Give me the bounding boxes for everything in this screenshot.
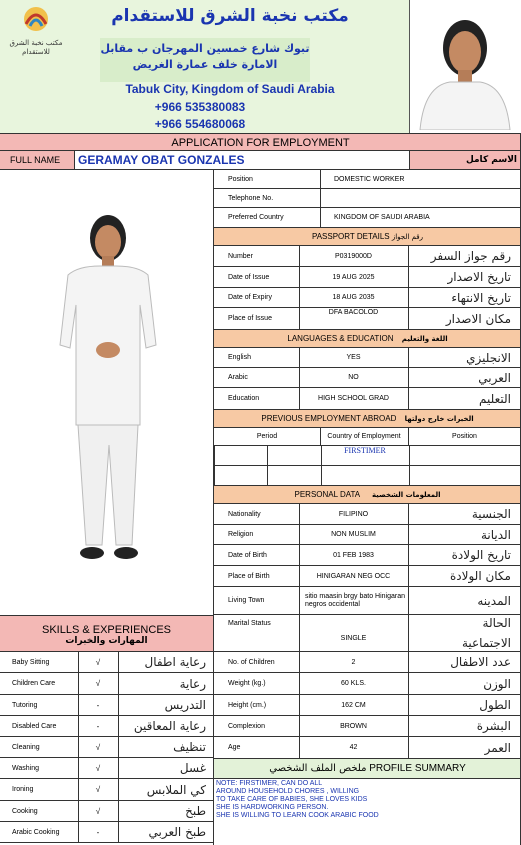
height-label-ar: الطول	[479, 698, 511, 712]
skill-row	[0, 758, 214, 779]
previous-employment-row-2	[214, 466, 521, 486]
expiry-date-value: 18 AUG 2035	[332, 294, 375, 301]
religion-label: Religion	[228, 531, 254, 538]
height-value: 162 CM	[341, 701, 366, 709]
languages-section-header	[214, 330, 521, 348]
position-value: DOMESTIC WORKER	[334, 175, 405, 183]
place-of-issue-label: Place of Issue	[228, 315, 272, 322]
personal-data-title: PERSONAL DATA	[294, 490, 360, 499]
english-label-ar: الانجليزي	[466, 350, 511, 365]
profile-note-line: SHE IS HARDWORKING PERSON.	[216, 804, 329, 811]
profile-note-line: TO TAKE CARE OF BABIES, SHE LOVES KIDS	[216, 796, 368, 803]
skills-title-ar: المهارات والخبرات	[65, 636, 148, 646]
personal-row-weight	[214, 673, 521, 695]
place-of-issue-label-ar: مكان الاصدار	[445, 311, 511, 326]
skill-label: Baby Sitting	[12, 658, 50, 666]
language-row-education	[214, 388, 521, 410]
skill-mark: √	[95, 679, 101, 688]
issue-date-label-ar: تاريخ الاصدار	[447, 270, 511, 284]
passport-section-header	[214, 228, 521, 246]
passport-number-label-ar: رقم جواز السفر	[430, 249, 511, 263]
date-of-birth-label-ar: تاريخ الولادة	[451, 548, 511, 562]
age-label-ar: العمر	[484, 740, 511, 755]
date-of-birth-label: Date of Birth	[228, 551, 267, 559]
skill-mark: √	[95, 763, 101, 773]
previous-employment-entry: FIRSTIMER	[344, 446, 386, 455]
previous-employment-row-1	[214, 446, 521, 466]
arabic-label-ar: العربي	[478, 370, 511, 385]
weight-label: Weight (kg.)	[228, 680, 266, 687]
preferred-country-value: KINGDOM OF SAUDI ARABIA	[334, 214, 430, 221]
skill-mark: -	[96, 700, 100, 710]
passport-row-expiry-date	[214, 288, 521, 308]
position-label: Position	[228, 175, 253, 183]
passport-row-place-of-issue	[214, 308, 521, 330]
info-row-telephone	[214, 189, 521, 208]
issue-date-value: 19 AUG 2025	[332, 273, 375, 281]
place-of-birth-value: HINIGARAN NEG OCC	[316, 572, 391, 580]
address-ar-line-1: تبوك شارع خمسين المهرجان ب مقابل	[100, 42, 310, 55]
agency-logo	[2, 4, 70, 56]
skill-label: Arabic Cooking	[12, 828, 60, 836]
issue-date-label: Date of Issue	[228, 273, 270, 281]
skill-row	[0, 822, 214, 843]
skill-mark: √	[95, 657, 101, 667]
personal-row-place-of-birth	[214, 566, 521, 587]
skill-label-ar: رعاية اطفال	[144, 655, 206, 669]
complexion-label-ar: البشرة	[476, 719, 511, 733]
complexion-label: Complexion	[228, 722, 265, 730]
country-column-header: Country of Employment	[327, 432, 401, 440]
previous-employment-title: PREVIOUS EMPLOYMENT ABROAD	[261, 414, 397, 423]
skill-row	[0, 737, 214, 758]
personal-row-nationality	[214, 504, 521, 525]
personal-row-age	[214, 737, 521, 759]
previous-employment-header	[214, 410, 521, 428]
skill-mark: √	[95, 742, 101, 752]
living-town-value: sitio maasin brgy bato Hinigaran negros occidental	[305, 592, 405, 608]
personal-row-living-town	[214, 587, 521, 615]
skill-label-ar: طبخ العربي	[148, 825, 206, 839]
agency-header	[0, 0, 409, 133]
profile-note-line: AROUND HOUSEHOLD CHORES , WILLING	[216, 788, 360, 795]
profile-summary-title-ar: ملخص الملف الشخصي	[269, 763, 367, 774]
address-ar-line-2: الامارة خلف عمارة الغريض	[132, 58, 278, 71]
skill-label: Cooking	[12, 807, 38, 815]
skill-label: Washing	[12, 764, 39, 772]
info-row-position	[214, 170, 521, 189]
personal-row-children	[214, 652, 521, 673]
skill-label-ar: طبخ	[185, 804, 206, 818]
age-value: 42	[349, 744, 358, 751]
full-name-value: GERAMAY OBAT GONZALES	[78, 153, 245, 167]
arabic-label: Arabic	[228, 374, 248, 381]
profile-summary-notes	[216, 780, 516, 820]
personal-row-marital-status	[214, 615, 521, 652]
skill-label: Cleaning	[12, 743, 40, 751]
weight-value: 60 KLS.	[341, 680, 366, 687]
skill-row	[0, 673, 214, 695]
personal-row-date-of-birth	[214, 545, 521, 566]
place-of-birth-label-ar: مكان الولادة	[449, 569, 511, 583]
religion-value: NON MUSLIM	[331, 531, 376, 538]
skill-row	[0, 801, 214, 822]
skill-row	[0, 716, 214, 737]
language-row-english	[214, 348, 521, 368]
skills-table	[0, 652, 214, 845]
place-of-issue-value: DFA BACOLOD	[328, 309, 379, 316]
applicant-headshot	[409, 0, 521, 133]
period-column-header: Period	[256, 433, 278, 440]
full-name-row	[0, 151, 521, 170]
agency-city: Tabuk City, Kingdom of Saudi Arabia	[125, 82, 335, 96]
arabic-value: NO	[348, 374, 359, 381]
agency-address-ar-block	[100, 38, 310, 82]
skill-label-ar: رعاية	[179, 676, 206, 691]
english-value: YES	[346, 354, 361, 361]
skill-label-ar: رعاية المعاقين	[133, 719, 206, 733]
skill-label-ar: غسل	[179, 761, 206, 775]
position-column-header: Position	[452, 433, 477, 440]
skills-title: SKILLS & EXPERIENCES	[42, 624, 171, 636]
info-row-preferred-country	[214, 208, 521, 228]
education-label: Education	[228, 395, 260, 402]
agency-title-ar: مكتب نخبة الشرق للاستقدام	[111, 6, 349, 26]
passport-title: PASSPORT DETAILS	[311, 232, 390, 241]
height-label: Height (cm.)	[228, 701, 267, 709]
skill-row	[0, 652, 214, 673]
children-label-ar: عدد الاطفال	[450, 655, 511, 669]
language-row-arabic	[214, 368, 521, 388]
skill-label: Ironing	[12, 786, 34, 793]
full-name-label: FULL NAME	[0, 151, 75, 169]
skill-label: Children Care	[12, 680, 56, 687]
date-of-birth-value: 01 FEB 1983	[333, 551, 374, 559]
skills-section-header	[0, 615, 214, 652]
previous-employment-columns	[214, 428, 521, 446]
expiry-date-label: Date of Expiry	[228, 294, 272, 301]
nationality-value: FILIPINO	[338, 510, 369, 518]
telephone-label: Telephone No.	[228, 194, 274, 202]
skill-row	[0, 695, 214, 716]
agency-phone-2: +966 554680068	[154, 117, 246, 131]
personal-row-religion	[214, 525, 521, 545]
profile-summary-title: PROFILE SUMMARY	[369, 763, 466, 774]
applicant-full-body-photo	[0, 170, 214, 615]
personal-data-title-ar: المعلومات الشخصية	[371, 491, 441, 499]
marital-status-label-ar: الحالة الاجتماعية	[461, 616, 511, 650]
nationality-label: Nationality	[228, 510, 261, 518]
skill-mark: √	[95, 785, 101, 794]
education-label-ar: التعليم	[479, 391, 511, 406]
skill-label-ar: تنظيف	[173, 740, 206, 754]
children-label: No. of Children	[228, 658, 275, 666]
skill-label-ar: التدريس	[164, 698, 206, 712]
passport-row-number	[214, 246, 521, 267]
weight-label-ar: الوزن	[483, 676, 511, 691]
expiry-date-label-ar: تاريخ الانتهاء	[451, 290, 511, 305]
passport-number-label: Number	[228, 252, 253, 260]
living-town-label: Living Town	[228, 597, 265, 604]
logo-icon	[2, 4, 70, 34]
profile-note-line: NOTE: FIRSTIMER, CAN DO ALL	[216, 780, 323, 787]
agency-phone-1: +966 535380083	[154, 100, 246, 114]
skill-mark: √	[95, 806, 101, 816]
passport-title-ar: رقم الجواز	[391, 233, 424, 241]
profile-summary-header	[214, 759, 521, 779]
skill-row	[0, 779, 214, 801]
religion-label-ar: الديانة	[480, 527, 511, 542]
preferred-country-label: Preferred Country	[228, 214, 284, 221]
marital-status-label: Marital Status	[228, 620, 271, 627]
personal-row-height	[214, 695, 521, 716]
education-value: HIGH SCHOOL GRAD	[318, 395, 389, 402]
logo-text: مكتب نخبة الشرق للاستقدام	[9, 39, 63, 56]
place-of-birth-label: Place of Birth	[228, 572, 270, 580]
languages-title-ar: اللغة والتعليم	[401, 335, 448, 343]
passport-row-issue-date	[214, 267, 521, 288]
personal-row-complexion	[214, 716, 521, 737]
personal-data-header	[214, 486, 521, 504]
languages-title: LANGUAGES & EDUCATION	[287, 334, 394, 343]
living-town-label-ar: المدينه	[477, 593, 511, 608]
complexion-value: BROWN	[340, 722, 367, 730]
application-title: APPLICATION FOR EMPLOYMENT	[0, 133, 521, 151]
english-label: English	[228, 354, 251, 361]
skill-label: Tutoring	[12, 701, 38, 709]
previous-employment-title-ar: الخبرات خارج دولتها	[404, 415, 474, 423]
skill-label-ar: كي الملابس	[146, 782, 206, 797]
age-label: Age	[228, 744, 241, 751]
marital-status-value: SINGLE	[340, 635, 367, 642]
skill-label: Disabled Care	[12, 722, 57, 730]
skill-mark: -	[96, 827, 100, 837]
profile-note-line: SHE IS WILLING TO LEARN COOK ARABIC FOOD	[216, 812, 379, 819]
skill-mark: -	[96, 721, 100, 731]
passport-number-value: P0319000D	[335, 252, 372, 260]
full-name-label-ar: الاسم كامل	[409, 151, 521, 169]
children-value: 2	[351, 658, 356, 666]
nationality-label-ar: الجنسية	[471, 507, 511, 521]
